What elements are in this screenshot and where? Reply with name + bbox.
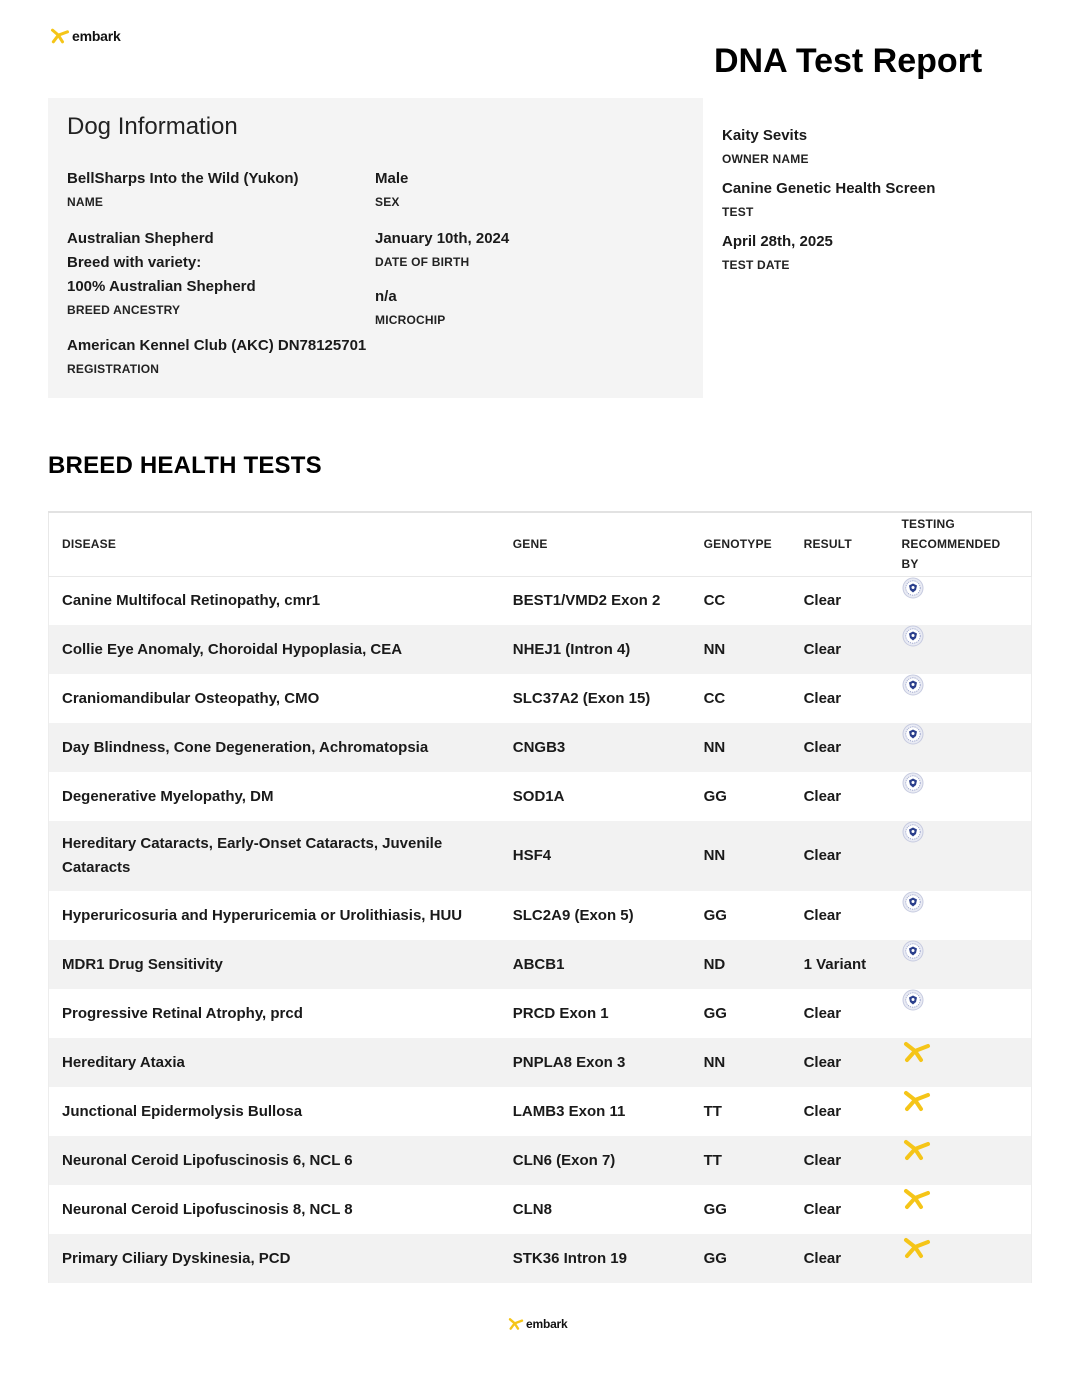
embark-mark-icon xyxy=(508,1316,524,1332)
result-cell: Clear xyxy=(791,821,889,891)
disease-name: Neuronal Ceroid Lipofuscinosis 6, NCL 6 xyxy=(62,1151,353,1169)
recommended-by-cell xyxy=(889,772,1032,821)
microchip-field xyxy=(375,285,445,327)
recommended-by-cell xyxy=(889,625,1032,674)
club-seal-icon xyxy=(902,723,924,772)
genotype-cell: GG xyxy=(691,1185,791,1234)
disease-column-header: DISEASE xyxy=(49,512,500,576)
report-title: DNA Test Report xyxy=(714,42,983,80)
disease-cell xyxy=(49,772,500,821)
owner-name-label: OWNER NAME xyxy=(722,152,809,166)
table-row xyxy=(49,1087,1032,1136)
gene-column-header: GENE xyxy=(500,512,691,576)
disease-cell xyxy=(49,1185,500,1234)
recommended-by-cell xyxy=(889,821,1032,891)
genotype-cell: TT xyxy=(691,1087,791,1136)
recommended-by-cell xyxy=(889,1185,1032,1234)
date-of-birth-value: January 10th, 2024 xyxy=(375,230,510,247)
breed-ancestry-field xyxy=(67,227,256,317)
gene-cell: NHEJ1 (Intron 4) xyxy=(500,625,691,674)
date-of-birth-field xyxy=(375,227,509,269)
result-cell: Clear xyxy=(791,891,889,940)
breed-variety-label: Breed with variety: xyxy=(67,254,202,271)
breed-variety-value: 100% Australian Shepherd xyxy=(67,278,256,295)
club-seal-icon xyxy=(902,674,924,723)
result-cell: Clear xyxy=(791,723,889,772)
microchip-value: n/a xyxy=(375,288,397,305)
disease-cell xyxy=(49,989,500,1038)
footer-brand-wordmark: embark xyxy=(526,1317,568,1331)
breed-health-tests-table xyxy=(48,511,1032,1283)
gene-cell: CNGB3 xyxy=(500,723,691,772)
result-cell: Clear xyxy=(791,1185,889,1234)
disease-name: Degenerative Myelopathy, DM xyxy=(62,787,274,805)
club-seal-icon xyxy=(902,577,924,626)
breed-name-value: Australian Shepherd xyxy=(67,230,214,247)
result-cell: Clear xyxy=(791,674,889,723)
test-value: Canine Genetic Health Screen xyxy=(722,180,936,197)
disease-line-2: Cataracts xyxy=(62,859,131,876)
gene-cell: PNPLA8 Exon 3 xyxy=(500,1038,691,1087)
recommended-by-cell xyxy=(889,891,1032,940)
genotype-cell: CC xyxy=(691,576,791,625)
gene-cell: SLC2A9 (Exon 5) xyxy=(500,891,691,940)
dog-name-label: NAME xyxy=(67,195,104,209)
registration-value: American Kennel Club (AKC) DN78125701 xyxy=(67,337,367,354)
table-row xyxy=(49,576,1032,625)
registration-label: REGISTRATION xyxy=(67,362,160,376)
table-row xyxy=(49,625,1032,674)
genotype-cell: GG xyxy=(691,772,791,821)
embark-logo xyxy=(50,26,121,46)
test-label: TEST xyxy=(722,205,754,219)
embark-mark-icon xyxy=(50,26,70,46)
result-cell: Clear xyxy=(791,1087,889,1136)
table-row xyxy=(49,1185,1032,1234)
disease-name: Hereditary Ataxia xyxy=(62,1053,185,1071)
date-of-birth-label: DATE OF BIRTH xyxy=(375,255,470,269)
gene-cell: HSF4 xyxy=(500,821,691,891)
disease-cell xyxy=(49,723,500,772)
result-cell: Clear xyxy=(791,1038,889,1087)
embark-logo-icon xyxy=(902,1136,932,1185)
result-cell: Clear xyxy=(791,1234,889,1283)
dog-sex-label: SEX xyxy=(375,195,400,209)
result-cell: Clear xyxy=(791,576,889,625)
dog-information-panel xyxy=(48,98,703,398)
test-date-field xyxy=(722,230,1042,272)
disease-name: Day Blindness, Cone Degeneration, Achromatopsia xyxy=(62,738,429,756)
table-row xyxy=(49,891,1032,940)
club-seal-icon xyxy=(902,989,924,1038)
club-seal-icon xyxy=(902,625,924,674)
recommended-by-column-header xyxy=(889,512,1032,576)
genotype-cell: NN xyxy=(691,821,791,891)
result-cell: Clear xyxy=(791,772,889,821)
table-row xyxy=(49,1136,1032,1185)
recommended-by-cell xyxy=(889,1038,1032,1087)
recommended-by-cell xyxy=(889,576,1032,625)
result-cell: Clear xyxy=(791,625,889,674)
result-column-header: RESULT xyxy=(791,512,889,576)
table-row xyxy=(49,940,1032,989)
breed-ancestry-label: BREED ANCESTRY xyxy=(67,303,181,317)
dog-sex-field xyxy=(375,167,408,209)
gene-cell: STK36 Intron 19 xyxy=(500,1234,691,1283)
recommended-by-cell xyxy=(889,989,1032,1038)
table-row xyxy=(49,1234,1032,1283)
dog-information-heading: Dog Information xyxy=(67,113,238,140)
club-seal-icon xyxy=(902,940,924,989)
disease-name: MDR1 Drug Sensitivity xyxy=(62,955,223,973)
owner-name-field xyxy=(722,124,1042,166)
disease-line-1: Hereditary Cataracts, Early-Onset Cataracts, Juvenile xyxy=(62,835,443,852)
recommended-header-line1: TESTING xyxy=(901,517,955,532)
disease-name: Collie Eye Anomaly, Choroidal Hypoplasia, CEA xyxy=(62,640,403,658)
disease-name: Craniomandibular Osteopathy, CMO xyxy=(62,689,320,707)
genotype-cell: GG xyxy=(691,891,791,940)
disease-name: Neuronal Ceroid Lipofuscinosis 8, NCL 8 xyxy=(62,1200,353,1218)
embark-logo-icon xyxy=(902,1234,932,1283)
gene-cell: CLN6 (Exon 7) xyxy=(500,1136,691,1185)
disease-name: Primary Ciliary Dyskinesia, PCD xyxy=(62,1249,291,1267)
disease-cell xyxy=(49,1136,500,1185)
result-cell: Clear xyxy=(791,1136,889,1185)
dog-sex-value: Male xyxy=(375,170,409,187)
owner-name-value: Kaity Sevits xyxy=(722,127,808,144)
gene-cell: PRCD Exon 1 xyxy=(500,989,691,1038)
registration-field xyxy=(67,334,366,376)
table-row xyxy=(49,989,1032,1038)
result-cell: Clear xyxy=(791,989,889,1038)
disease-cell xyxy=(49,674,500,723)
embark-logo-icon xyxy=(902,1087,932,1136)
genotype-cell: NN xyxy=(691,1038,791,1087)
disease-cell xyxy=(49,1234,500,1283)
disease-cell xyxy=(49,940,500,989)
disease-name: Junctional Epidermolysis Bullosa xyxy=(62,1102,303,1120)
owner-information xyxy=(722,124,1042,283)
disease-cell xyxy=(49,576,500,625)
table-row xyxy=(49,772,1032,821)
disease-cell xyxy=(49,625,500,674)
gene-cell: BEST1/VMD2 Exon 2 xyxy=(500,576,691,625)
table-row xyxy=(49,1038,1032,1087)
table-header-row xyxy=(49,512,1032,576)
gene-cell: SLC37A2 (Exon 15) xyxy=(500,674,691,723)
recommended-header-line2: RECOMMENDED BY xyxy=(901,537,1001,572)
disease-cell xyxy=(49,1087,500,1136)
disease-cell xyxy=(49,821,500,891)
disease-name: Hyperuricosuria and Hyperuricemia or Urolithiasis, HUU xyxy=(62,906,463,924)
disease-cell xyxy=(49,891,500,940)
genotype-cell: NN xyxy=(691,723,791,772)
embark-logo-icon xyxy=(902,1038,932,1087)
genotype-cell: GG xyxy=(691,989,791,1038)
genotype-column-header: GENOTYPE xyxy=(691,512,791,576)
dog-name-field xyxy=(67,167,299,209)
recommended-by-cell xyxy=(889,1136,1032,1185)
test-field xyxy=(722,177,1042,219)
club-seal-icon xyxy=(902,772,924,821)
table-row xyxy=(49,821,1032,891)
disease-name: Canine Multifocal Retinopathy, cmr1 xyxy=(62,591,321,609)
club-seal-icon xyxy=(902,821,924,891)
breed-health-tests-title: BREED HEALTH TESTS xyxy=(48,452,322,479)
test-date-value: April 28th, 2025 xyxy=(722,233,833,250)
microchip-label: MICROCHIP xyxy=(375,313,446,327)
gene-cell: CLN8 xyxy=(500,1185,691,1234)
gene-cell: ABCB1 xyxy=(500,940,691,989)
recommended-by-cell xyxy=(889,940,1032,989)
disease-name: Progressive Retinal Atrophy, prcd xyxy=(62,1004,303,1022)
footer-embark-logo xyxy=(508,1316,568,1332)
genotype-cell: NN xyxy=(691,625,791,674)
result-cell: 1 Variant xyxy=(791,940,889,989)
genotype-cell: TT xyxy=(691,1136,791,1185)
disease-cell xyxy=(49,1038,500,1087)
embark-logo-icon xyxy=(902,1185,932,1234)
dog-name-value: BellSharps Into the Wild (Yukon) xyxy=(67,170,299,187)
recommended-by-cell xyxy=(889,723,1032,772)
recommended-by-cell xyxy=(889,1234,1032,1283)
gene-cell: SOD1A xyxy=(500,772,691,821)
genotype-cell: ND xyxy=(691,940,791,989)
brand-wordmark: embark xyxy=(72,28,121,44)
genotype-cell: GG xyxy=(691,1234,791,1283)
recommended-by-cell xyxy=(889,674,1032,723)
club-seal-icon xyxy=(902,891,924,940)
gene-cell: LAMB3 Exon 11 xyxy=(500,1087,691,1136)
genotype-cell: CC xyxy=(691,674,791,723)
test-date-label: TEST DATE xyxy=(722,258,790,272)
table-row xyxy=(49,723,1032,772)
table-row xyxy=(49,674,1032,723)
recommended-by-cell xyxy=(889,1087,1032,1136)
